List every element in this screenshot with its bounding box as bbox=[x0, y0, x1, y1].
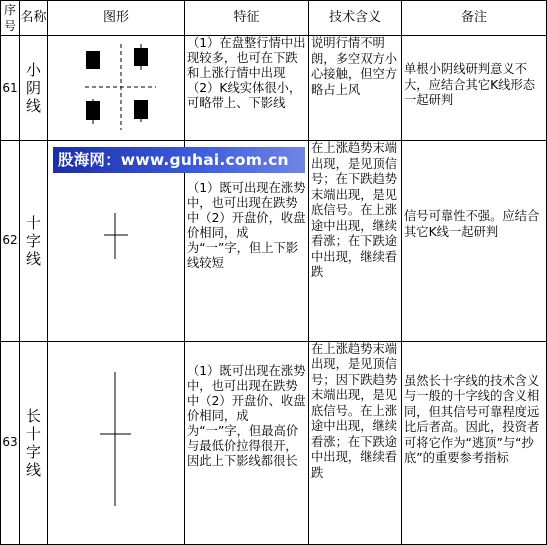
row-name: 小阴线 bbox=[20, 36, 48, 141]
row-seq: 61 bbox=[1, 36, 20, 141]
candle-top-left bbox=[86, 51, 100, 69]
row-meaning: 在上涨趋势末端出现，是见顶信号；因下跌趋势末端出现，是见底信号。在上涨途中出现，继续看涨；在下跌途中出现，继续看跌 bbox=[309, 341, 402, 544]
row-meaning: 说明行情不明朗，多空双方小心接触，但空方略占上风 bbox=[309, 36, 402, 141]
row-feature: （1）既可出现在涨势中，也可出现在跌势中（2）开盘价，收盘价相同，成为“一”字，但上下影线较短 bbox=[185, 141, 309, 341]
row-note: 虽然长十字线的技术含义与一般的十字线的含义相同，但其信号可靠程度远比后者高。因此，投资者可将它作为“逃顶”与“抄底”的重要参考指标 bbox=[402, 341, 547, 544]
small-bearish-candles-figure bbox=[48, 36, 185, 136]
site-watermark[interactable]: 股海网：www.guhai.com.cn bbox=[53, 147, 305, 173]
table-row bbox=[1, 341, 547, 544]
header-figure: 图形 bbox=[48, 1, 185, 36]
row-meaning: 在上涨趋势末端出现，是见顶信号；在下跌趋势末端出现，是见底信号。在上涨途中出现，继续看涨；在下跌途中出现，继续看跌 bbox=[309, 141, 402, 341]
header-note: 备注 bbox=[402, 1, 547, 36]
header-row bbox=[1, 1, 547, 36]
row-name: 长十字线 bbox=[20, 341, 48, 544]
long-legged-doji-figure bbox=[48, 342, 185, 540]
row-seq: 63 bbox=[1, 341, 20, 544]
figure-cell bbox=[48, 341, 185, 544]
row-note: 单根小阴线研判意义不大，应结合其它K线形态一起研判 bbox=[402, 36, 547, 141]
header-name: 名称 bbox=[20, 1, 48, 36]
header-seq: 序号 bbox=[1, 1, 20, 36]
candle-bottom-left bbox=[86, 99, 100, 124]
row-feature: （1）在盘整行情中出现较多，也可在下跌和上涨行情中出现（2）K线实体很小，可略带上、下影线 bbox=[185, 36, 309, 141]
header-meaning: 技术含义 bbox=[309, 1, 402, 36]
row-note: 信号可靠性不强。应结合其它K线一起研判 bbox=[402, 141, 547, 341]
row-seq: 62 bbox=[1, 141, 20, 341]
table-row bbox=[1, 36, 547, 141]
candle-top-right bbox=[134, 44, 148, 70]
header-feature: 特征 bbox=[185, 1, 309, 36]
row-feature: （1）既可出现在涨势中，也可出现在跌势中（2）开盘价、收盘价相同，成为“一”字，但最高价与最低价拉得很开，因此上下影线都很长 bbox=[185, 341, 309, 544]
candle-bottom-right bbox=[134, 100, 148, 122]
figure-cell bbox=[48, 36, 185, 141]
row-name: 十字线 bbox=[20, 141, 48, 341]
